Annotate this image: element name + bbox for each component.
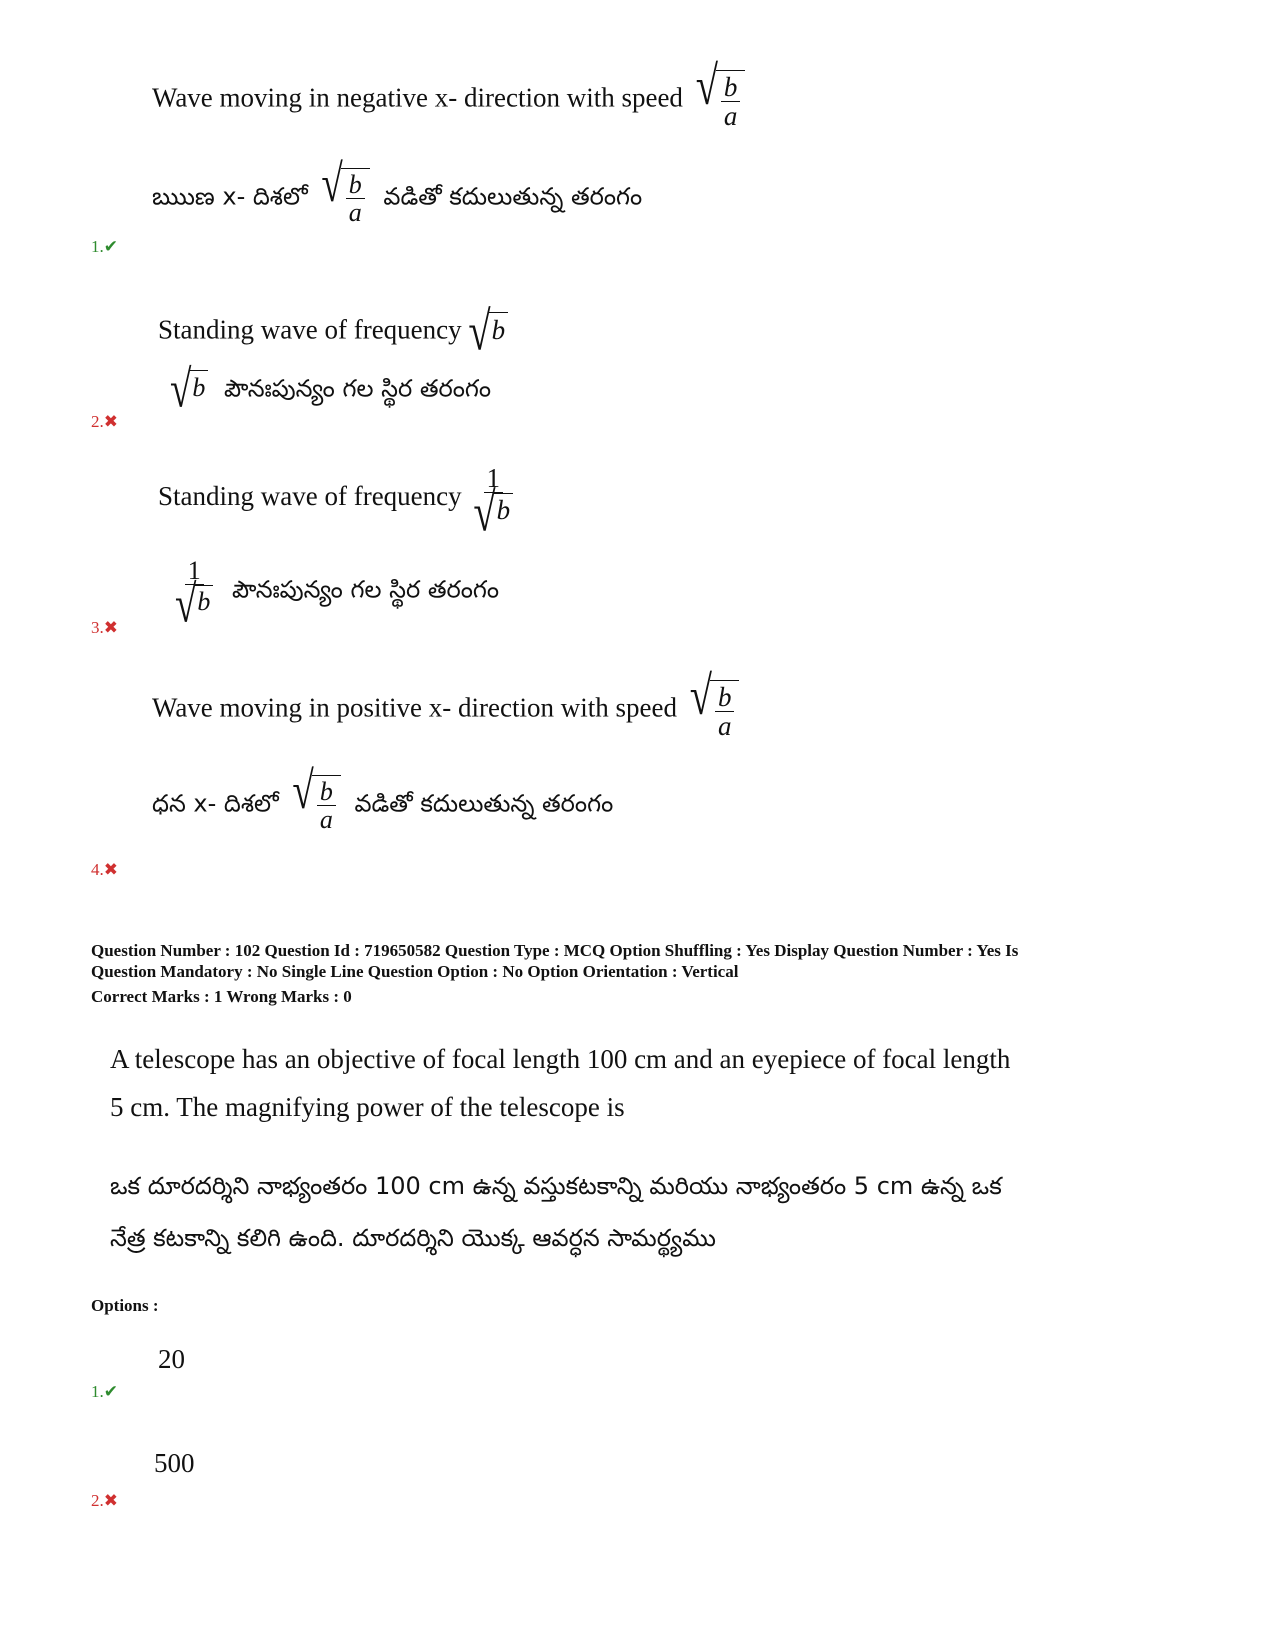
fraction-numerator: b xyxy=(721,73,741,102)
prev-option-3-english-text: Standing wave of frequency xyxy=(158,481,462,512)
cross-mark-icon: ✖ xyxy=(103,860,118,879)
prev-option-2-english-text: Standing wave of frequency xyxy=(158,314,462,345)
prev-option-4-telugu-prefix: ధన x- దిశలో xyxy=(152,789,279,818)
cross-mark-icon: ✖ xyxy=(103,1491,118,1510)
question-text-english-line-2: 5 cm. The magnifying power of the telescope is xyxy=(110,1092,625,1122)
option-number: 2. xyxy=(91,412,104,431)
prev-option-1-telugu-prefix: ఋుణ x- దిశలో xyxy=(152,182,308,211)
prev-option-1-telugu-suffix: వడితో కదులుతున్న తరంగం xyxy=(383,182,643,211)
option-number: 1. xyxy=(91,237,104,256)
question-meta-line-1: Question Number : 102 Question Id : 719650582 Question Type : MCQ Option Shuffling : Yes Display Question Number : Yes Is xyxy=(91,941,1019,960)
prev-option-4-telugu xyxy=(152,762,614,835)
check-mark-icon: ✔ xyxy=(103,1382,118,1401)
question-option-2-marker xyxy=(91,1491,118,1511)
question-option-1-marker xyxy=(91,1382,118,1402)
question-option-2-value: 500 xyxy=(154,1448,195,1478)
speed-sqrt-expression: √ $\frac{b}{a}$ xyxy=(696,70,746,131)
radicand: b xyxy=(189,370,208,409)
denominator-sqrt: √ b xyxy=(473,493,513,534)
question-text-telugu xyxy=(110,1160,1240,1264)
radicand: b xyxy=(489,312,509,353)
option-number: 3. xyxy=(91,618,104,637)
question-option-1-value: 20 xyxy=(158,1344,185,1374)
speed-sqrt-expression: √ $\frac{b}{a}$ xyxy=(292,775,340,834)
prev-option-4-english xyxy=(152,665,739,742)
radicand: b xyxy=(494,493,514,534)
prev-option-4-telugu-suffix: వడితో కదులుతున్న తరంగం xyxy=(354,789,614,818)
speed-sqrt-expression: √ $\frac{b}{a}$ xyxy=(690,680,740,741)
fraction-denominator: a xyxy=(723,101,738,132)
question-text-telugu-line-2: నేత్ర కటకాన్ని కలిగి ఉంది. దూరదర్శిని యొక్క ఆవర్ధన సామర్థ్యము xyxy=(110,1224,716,1252)
question-text-telugu-line-1: ఒక దూరదర్శిని నాభ్యంతరం 100 cm ఉన్న వస్తుకటకాన్ని మరియు నాభ్యంతరం 5 cm ఉన్న ఒక xyxy=(110,1172,1002,1200)
cross-mark-icon: ✖ xyxy=(103,618,118,637)
fraction-denominator: a xyxy=(717,711,732,742)
question-marks: Correct Marks : 1 Wrong Marks : 0 xyxy=(91,987,352,1006)
radicand: b xyxy=(194,585,213,624)
fraction-numerator: b xyxy=(346,171,365,199)
question-text-english xyxy=(110,1035,1230,1131)
fraction-denominator: a xyxy=(319,805,333,835)
option-number: 2. xyxy=(91,1491,104,1510)
frequency-fraction-expression xyxy=(470,463,516,543)
prev-option-2-marker xyxy=(91,412,118,432)
prev-option-3-telugu xyxy=(170,556,500,634)
frequency-fraction-expression xyxy=(172,556,216,634)
prev-option-1-english-text: Wave moving in negative x- direction with speed xyxy=(152,82,683,113)
question-meta-line-2: Question Mandatory : No Single Line Question Option : No Option Orientation : Vertical xyxy=(91,962,739,981)
option-number: 1. xyxy=(91,1382,104,1401)
check-mark-icon: ✔ xyxy=(103,237,118,256)
cross-mark-icon: ✖ xyxy=(103,412,118,431)
prev-option-2-english xyxy=(158,300,508,362)
prev-option-1-english xyxy=(152,55,745,132)
option-number: 4. xyxy=(91,860,104,879)
fraction-numerator: b xyxy=(317,778,336,806)
prev-option-3-telugu-suffix: పౌనఃపున్యం గల స్థిర తరంగం xyxy=(232,575,500,604)
prev-option-2-telugu xyxy=(170,360,492,419)
prev-option-4-marker xyxy=(91,860,118,880)
fraction-numerator: 1 xyxy=(484,464,504,493)
frequency-sqrt-expression: √ b xyxy=(170,370,208,409)
fraction-numerator: 1 xyxy=(185,557,204,585)
options-label: Options : xyxy=(91,1296,159,1315)
fraction-denominator: a xyxy=(348,198,362,228)
prev-option-4-english-text: Wave moving in positive x- direction with speed xyxy=(152,692,677,723)
speed-sqrt-expression: √ $\frac{b}{a}$ xyxy=(321,168,369,227)
denominator-sqrt: √ b xyxy=(175,585,213,624)
frequency-sqrt-expression: √ b xyxy=(468,312,508,353)
prev-option-2-telugu-suffix: పౌనఃపున్యం గల స్థిర తరంగం xyxy=(224,374,492,403)
fraction-numerator: b xyxy=(715,683,735,712)
prev-option-3-marker xyxy=(91,618,118,638)
question-text-english-line-1: A telescope has an objective of focal length 100 cm and an eyepiece of focal length xyxy=(110,1044,1011,1074)
prev-option-3-english xyxy=(158,463,518,543)
question-metadata xyxy=(91,940,1231,1007)
prev-option-1-marker xyxy=(91,237,118,257)
prev-option-1-telugu xyxy=(152,155,643,228)
